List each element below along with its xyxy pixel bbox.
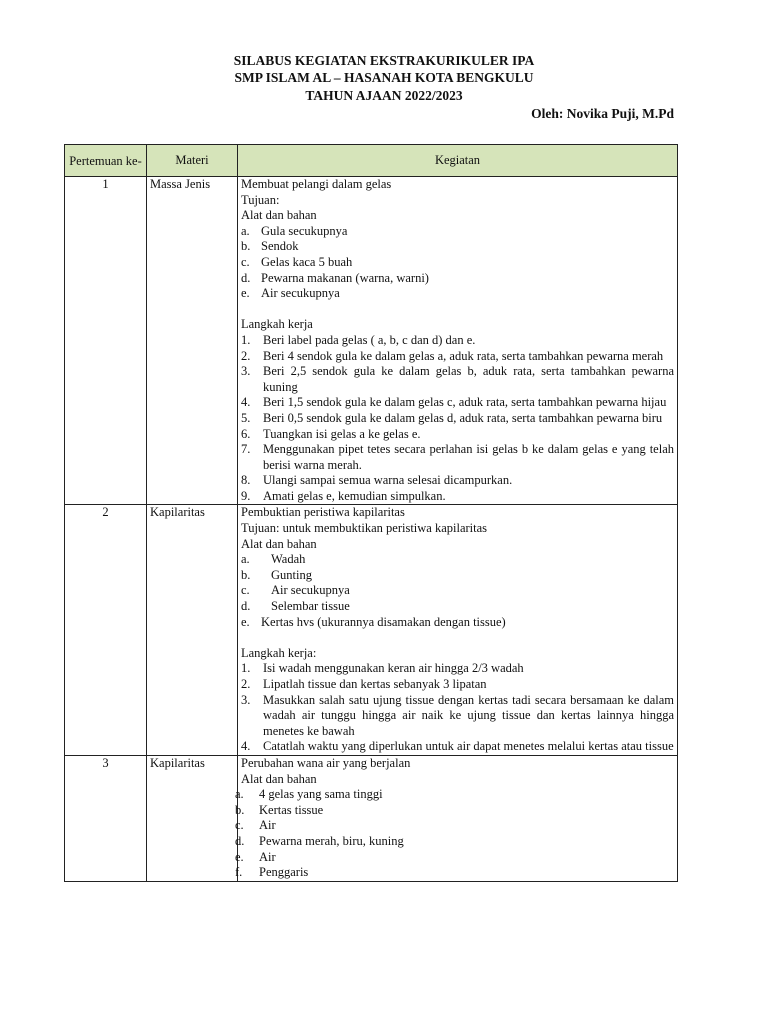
list-marker: d.	[241, 270, 251, 285]
list-item	[241, 349, 674, 365]
alat-label: Alat dan bahan	[241, 208, 317, 223]
row-number: 2	[65, 505, 147, 756]
list-item	[241, 271, 674, 287]
table-header-row	[65, 145, 678, 177]
list-marker: a.	[241, 223, 250, 238]
list-text: Gelas kaca 5 buah	[261, 254, 353, 269]
list-item	[241, 411, 674, 427]
list-marker: d.	[235, 833, 245, 848]
list-text: Beri 2,5 sendok gula ke dalam gelas b, aduk rata, serta tambahkan pewarna kuning	[263, 364, 674, 394]
row-materi: Kapilaritas	[147, 755, 238, 881]
list-item	[241, 568, 674, 584]
list-text: Penggaris	[259, 865, 309, 880]
list-text: Gula secukupnya	[261, 223, 348, 238]
list-item	[241, 661, 674, 677]
row-kegiatan	[235, 755, 678, 881]
list-text: Kertas tissue	[259, 802, 324, 817]
document-title-line-3: TAHUN AJAAN 2022/2023	[305, 88, 463, 103]
list-marker: f.	[235, 865, 243, 880]
list-marker: 2.	[241, 677, 251, 691]
activity-tujuan: Tujuan: untuk membuktikan peristiwa kapilaritas	[241, 521, 488, 536]
list-item	[241, 224, 674, 240]
header-kegiatan: Kegiatan	[238, 145, 678, 177]
activity-tujuan: Tujuan:	[241, 192, 280, 207]
list-marker: b.	[241, 567, 251, 582]
header-pertemuan: Pertemuan ke-	[65, 145, 147, 177]
list-marker: 4.	[241, 739, 251, 754]
list-text: Sendok	[261, 239, 299, 254]
list-text: Pewarna merah, biru, kuning	[259, 833, 404, 848]
list-marker: e.	[241, 286, 250, 301]
list-text: Kertas hvs (ukurannya disamakan dengan tissue)	[261, 614, 506, 629]
list-text: Air secukupnya	[271, 583, 350, 598]
list-text: Pewarna makanan (warna, warni)	[261, 270, 429, 285]
list-marker: 4.	[241, 395, 251, 410]
list-item	[241, 473, 674, 489]
list-marker: 2.	[241, 348, 251, 363]
list-item	[241, 677, 674, 693]
list-item	[241, 427, 674, 443]
list-text: Lipatlah tissue dan kertas sebanyak 3 lipatan	[263, 677, 487, 691]
list-marker: d.	[241, 599, 251, 614]
list-marker: c.	[235, 818, 244, 833]
document-title-line-2: SMP ISLAM AL – HASANAH KOTA BENGKULU	[234, 70, 534, 85]
row-materi: Massa Jenis	[147, 177, 238, 505]
list-item	[241, 489, 674, 505]
list-item	[241, 693, 674, 740]
header-materi: Materi	[147, 145, 238, 177]
list-item	[241, 333, 674, 349]
list-marker: a.	[235, 787, 244, 802]
list-marker: e.	[235, 849, 244, 864]
table-row	[65, 755, 678, 881]
list-item	[241, 599, 674, 615]
list-item	[241, 286, 674, 302]
list-item	[241, 239, 674, 255]
list-text: Air secukupnya	[261, 286, 340, 301]
alat-label: Alat dan bahan	[241, 536, 317, 551]
list-text: Tuangkan isi gelas a ke gelas e.	[263, 426, 421, 441]
list-item	[241, 255, 674, 271]
activity-title: Perubahan wana air yang berjalan	[241, 755, 411, 770]
list-text: Amati gelas e, kemudian simpulkan.	[263, 488, 446, 503]
list-text: Beri label pada gelas ( a, b, c dan d) dan e.	[263, 332, 476, 347]
list-item	[241, 442, 674, 473]
list-marker: 1.	[241, 332, 251, 347]
list-item	[235, 849, 674, 866]
list-item	[235, 787, 674, 803]
table-row	[65, 505, 678, 756]
row-materi: Kapilaritas	[147, 505, 238, 756]
list-marker: 5.	[241, 410, 251, 425]
table-row	[65, 177, 678, 505]
alat-label: Alat dan bahan	[241, 771, 317, 786]
list-item	[235, 833, 674, 850]
list-marker: b.	[241, 239, 251, 254]
list-marker: 6.	[241, 426, 251, 441]
list-text: Menggunakan pipet tetes secara perlahan isi gelas b ke dalam gelas e yang telah berisi warna merah.	[263, 442, 674, 472]
list-marker: 8.	[241, 473, 251, 488]
activity-title: Pembuktian peristiwa kapilaritas	[241, 505, 405, 520]
activity-title: Membuat pelangi dalam gelas	[241, 177, 392, 191]
list-text: Masukkan salah satu ujung tissue dengan kertas tadi secara bersamaan ke dalam wadah air tunggu hingga air naik ke ujung tissue dan kertas lainnya hingga menetes ke bawah	[263, 692, 674, 738]
list-text: Air	[259, 818, 276, 833]
list-marker: 7.	[241, 442, 251, 457]
list-text: Beri 0,5 sendok gula ke dalam gelas d, aduk rata, serta tambahkan pewarna biru	[263, 410, 663, 425]
list-marker: 9.	[241, 488, 251, 503]
list-item	[241, 739, 674, 755]
list-text: 4 gelas yang sama tinggi	[259, 787, 383, 802]
list-text: Selembar tissue	[271, 599, 350, 614]
langkah-label: Langkah kerja	[241, 317, 313, 332]
list-item	[235, 818, 674, 834]
list-text: Beri 1,5 sendok gula ke dalam gelas c, aduk rata, serta tambahkan pewarna hijau	[263, 395, 667, 410]
row-kegiatan	[238, 177, 678, 505]
list-text: Beri 4 sendok gula ke dalam gelas a, aduk rata, serta tambahkan pewarna merah	[263, 348, 664, 363]
document-title-line-1: SILABUS KEGIATAN EKSTRAKURIKULER IPA	[233, 53, 535, 68]
list-item	[241, 395, 674, 411]
list-item	[241, 583, 674, 599]
list-item	[235, 865, 674, 881]
list-marker: e.	[241, 614, 250, 629]
list-text: Catatlah waktu yang diperlukan untuk air dapat menetes melalui kertas atau tissue	[263, 739, 674, 754]
list-text: Air	[259, 849, 276, 864]
author-line: Oleh: Novika Puji, M.Pd	[531, 106, 674, 121]
list-marker: 1.	[241, 661, 251, 676]
list-marker: a.	[241, 552, 250, 567]
list-marker: 3.	[241, 364, 251, 379]
list-item	[235, 802, 674, 819]
list-marker: c.	[241, 254, 250, 269]
langkah-label: Langkah kerja:	[241, 645, 317, 660]
list-item	[241, 552, 674, 568]
list-item	[241, 615, 674, 631]
row-kegiatan	[238, 505, 678, 756]
row-number: 3	[65, 755, 147, 881]
list-marker: b.	[235, 802, 245, 817]
list-item	[241, 364, 674, 395]
syllabus-table	[64, 144, 678, 882]
list-text: Ulangi sampai semua warna selesai dicampurkan.	[263, 473, 513, 488]
list-marker: c.	[241, 583, 250, 598]
list-marker: 3.	[241, 692, 251, 707]
list-text: Gunting	[271, 567, 312, 582]
row-number: 1	[65, 177, 147, 505]
list-text: Wadah	[271, 552, 306, 567]
list-text: Isi wadah menggunakan keran air hingga 2/3 wadah	[263, 661, 524, 676]
